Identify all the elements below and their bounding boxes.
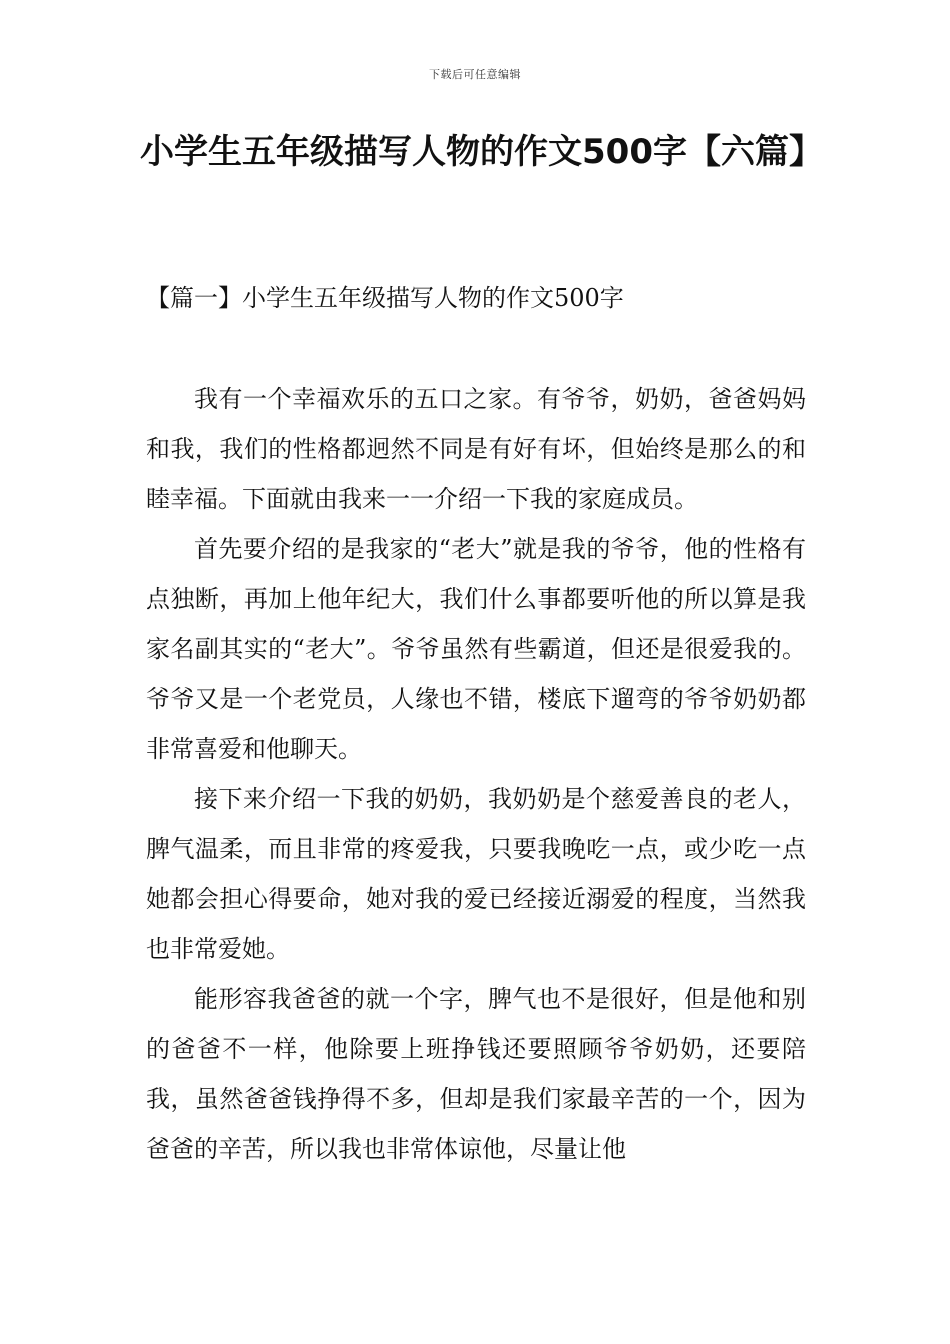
header-note: 下载后可任意编辑 <box>429 68 521 81</box>
paragraph: 我有一个幸福欢乐的五口之家。有爷爷，奶奶，爸爸妈妈和我，我们的性格都迥然不同是有好有坏，但始终是那么的和睦幸福。下面就由我来一一介绍一下我的家庭成员。 <box>146 385 806 513</box>
paragraph: 接下来介绍一下我的奶奶，我奶奶是个慈爱善良的老人，脾气温柔，而且非常的疼爱我，只要我晚吃一点，或少吃一点她都会担心得要命，她对我的爱已经接近溺爱的程度，当然我也非常爱她。 <box>146 785 806 963</box>
document-title: 小学生五年级描写人物的作文500字【六篇】 <box>140 132 823 172</box>
document-body <box>146 374 806 1174</box>
section-title: 【篇一】小学生五年级描写人物的作文500字 <box>146 284 624 312</box>
paragraph: 首先要介绍的是我家的“老大”就是我的爷爷，他的性格有点独断，再加上他年纪大，我们什么事都要听他的所以算是我家名副其实的“老大”。爷爷虽然有些霸道，但还是很爱我的。爷爷又是一个老党员，人缘也不错，楼底下遛弯的爷爷奶奶都非常喜爱和他聊天。 <box>146 535 806 763</box>
paragraph: 能形容我爸爸的就一个字，脾气也不是很好，但是他和别的爸爸不一样，他除要上班挣钱还要照顾爷爷奶奶，还要陪我，虽然爸爸钱挣得不多，但却是我们家最辛苦的一个，因为爸爸的辛苦，所以我也非常体谅他，尽量让他 <box>146 985 806 1163</box>
